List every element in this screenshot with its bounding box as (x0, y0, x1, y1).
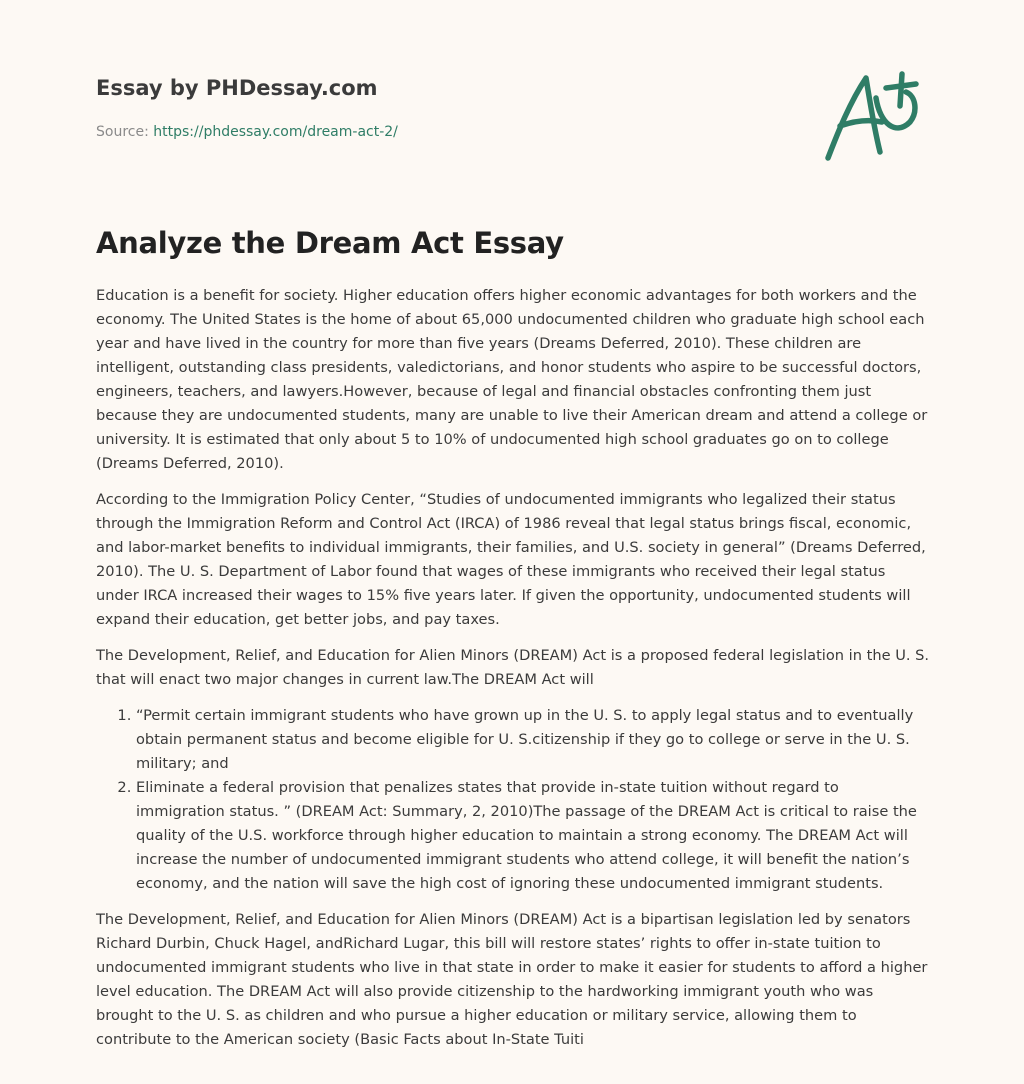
site-brand: Essay by PHDessay.com (96, 76, 378, 100)
essay-paragraph: The Development, Relief, and Education for Alien Minors (DREAM) Act is a bipartisan legislation led by senators Richard Durbin, Chuck Hagel, andRichard Lugar, this bill will restore states’ rights to offer in-state tuition to undocumented immigrant students who live in that state in order to make it easier for students to afford a higher level education. The DREAM Act will also provide citizenship to the hardworking immigrant youth who was brought to the U. S. as children and who pursue a higher education or military service, allowing them to contribute to the American society (Basic Facts about In-State Tuiti (96, 911, 928, 1048)
essay-title: Analyze the Dream Act Essay (96, 226, 564, 260)
dream-act-changes-list (96, 704, 932, 896)
list-item: 1. “Permit certain immigrant students who have grown up in the U. S. to apply legal status and to eventually obtain permanent status and become eligible for U. S.citizenship if they go to college or serve in the U. S. military; and (136, 704, 932, 776)
essay-paragraph: The Development, Relief, and Education for Alien Minors (DREAM) Act is a proposed federal legislation in the U. S. that will enact two major changes in current law.The DREAM Act will (96, 647, 930, 688)
essay-paragraph: Education is a benefit for society. Higher education offers higher economic advantages for both workers and the economy. The United States is the home of about 65,000 undocumented children who graduate high school each year and have lived in the country for more than five years (Dreams Deferred, 2010). These children are intelligent, outstanding class presidents, valedictorians, and honor students who aspire to be successful doctors, engineers, teachers, and lawyers.However, because of legal and financial obstacles confronting them just because they are undocumented students, many are unable to live their American dream and attend a college or university. It is estimated that only about 5 to 10% of undocumented high school graduates go on to college (Dreams Deferred, 2010). (96, 287, 928, 472)
source-line (96, 124, 398, 140)
essay-paragraph: According to the Immigration Policy Center, “Studies of undocumented immigrants who legalized their status through the Immigration Reform and Control Act (IRCA) of 1986 reveal that legal status brings fiscal, economic, and labor-market benefits to individual immigrants, their families, and U.S. society in general” (Dreams Deferred, 2010). The U. S. Department of Labor found that wages of these immigrants who received their legal status under IRCA increased their wages to 15% five years later. If given the opportunity, undocumented students will expand their education, get better jobs, and pay taxes. (96, 491, 926, 628)
essay-body (96, 284, 932, 1064)
source-link[interactable]: https://phdessay.com/dream-act-2/ (153, 124, 398, 140)
source-label: Source: (96, 124, 149, 140)
a-plus-logo-icon (824, 66, 928, 166)
list-item: 2. Eliminate a federal provision that penalizes states that provide in-state tuition without regard to immigration status. ” (DREAM Act: Summary, 2, 2010)The passage of the DREAM Act is critical to raise the quality of the U.S. workforce through higher education to maintain a strong economy. The DREAM Act will increase the number of undocumented immigrant students who attend college, it will benefit the nation’s economy, and the nation will save the high cost of ignoring these undocumented immigrant students. (136, 776, 932, 896)
